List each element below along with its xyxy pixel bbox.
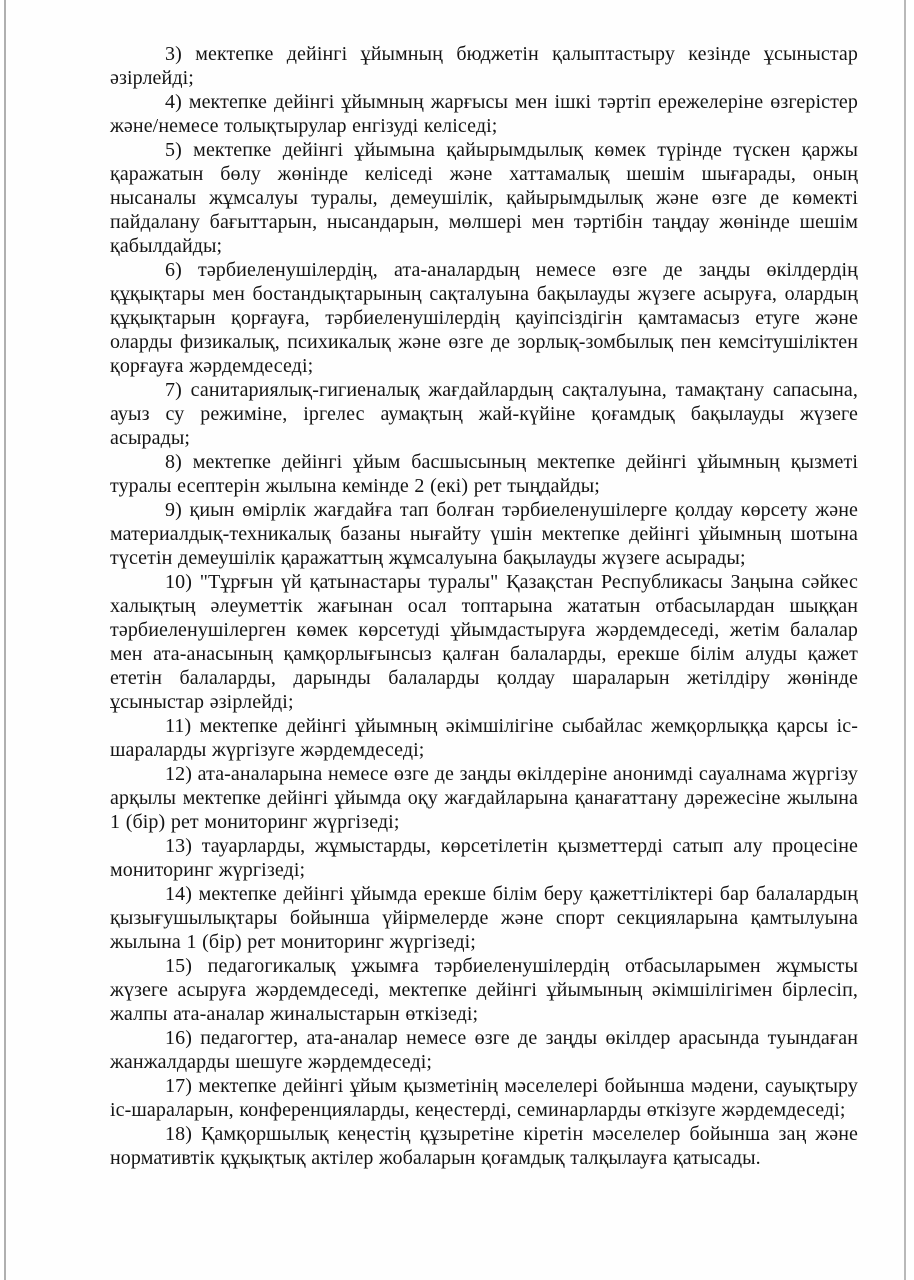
list-item-15: 15) педагогикалық ұжымға тәрбиеленушілердің отбасыларымен жұмысты жүзеге асыруға жәрдемдеседі, мектепке дейінгі ұйымының әкімшілігімен бірлесіп, жалпы ата-аналар жиналыстарын өткізеді; — [110, 955, 858, 1025]
list-item-9: 9) қиын өмірлік жағдайға тап болған тәрбиеленушілерге қолдау көрсету және материалдық-техникалық базаны нығайту үшін мектепке дейінгі ұйымның шотына түсетін демеушілік қаражаттың жұмсалуына бақылауды жүзеге асырады; — [110, 499, 858, 569]
list-item-6: 6) тәрбиеленушілердің, ата-аналардың немесе өзге де заңды өкілдердің құқықтары мен бостандықтарының сақталуына бақылауды жүзеге асыруға, олардың құқықтарын қорғауға, тәрбиеленушілердің қауіпсіздігін қамтамасыз етуге және оларды физикалық, психикалық және өзге де зорлық-зомбылық пен кемсітушіліктен қорғауға жәрдемдеседі; — [110, 259, 858, 377]
list-item-18: 18) Қамқоршылық кеңестің құзыретіне кіретін мәселелер бойынша заң және нормативтік құқықтық актілер жобаларын қоғамдық талқылауға қатысады. — [110, 1123, 858, 1169]
document-page — [4, 0, 906, 1280]
list-item-17: 17) мектепке дейінгі ұйым қызметінің мәселелері бойынша мәдени, сауықтыру іс-шараларын, конференцияларды, кеңестерді, семинарларды өткізуге жәрдемдеседі; — [110, 1075, 858, 1121]
list-item-5: 5) мектепке дейінгі ұйымына қайырымдылық көмек түрінде түскен қаржы қаражатын бөлу жөнінде келіседі және хаттамалық шешім шығарады, оның нысаналы жұмсалуы туралы, демеушілік, қайырымдылық және өзге де көмекті пайдалану бағыттарын, нысандарын, мөлшері мен тәртібін таңдау жөнінде шешім қабылдайды; — [110, 139, 858, 257]
list-item-16: 16) педагогтер, ата-аналар немесе өзге де заңды өкілдер арасында туындаған жанжалдарды шешуге жәрдемдеседі; — [110, 1027, 858, 1073]
list-item-10: 10) "Тұрғын үй қатынастары туралы" Қазақстан Республикасы Заңына сәйкес халықтың әлеуметтік жағынан осал топтарына жататын отбасылардан шыққан тәрбиеленушілерген көмек көрсетуді ұйымдастыруға жәрдемдеседі, жетім балалар мен ата-анасының қамқорлығынсыз қалған балаларды, ерекше білім алуды қажет ететін балаларды, дарынды балаларды қолдау шараларын жетілдіру жөнінде ұсыныстар әзірлейді; — [110, 571, 858, 713]
list-item-13: 13) тауарларды, жұмыстарды, көрсетілетін қызметтерді сатып алу процесіне мониторинг жүргізеді; — [110, 835, 858, 881]
list-item-3: 3) мектепке дейінгі ұйымның бюджетін қалыптастыру кезінде ұсыныстар әзірлейді; — [110, 43, 858, 89]
list-item-12: 12) ата-аналарына немесе өзге де заңды өкілдеріне анонимді сауалнама жүргізу арқылы мектепке дейінгі ұйымда оқу жағдайларына қанағаттану дәрежесіне жылына 1 (бір) рет мониторинг жүргізеді; — [110, 763, 858, 833]
list-item-14: 14) мектепке дейінгі ұйымда ерекше білім беру қажеттіліктері бар балалардың қызығушылықтары бойынша үйірмелерде және спорт секцияларына қамтылуына жылына 1 (бір) рет мониторинг жүргізеді; — [110, 883, 858, 953]
list-item-4: 4) мектепке дейінгі ұйымның жарғысы мен ішкі тәртіп ережелеріне өзгерістер және/немесе толықтырулар енгізуді келіседі; — [110, 91, 858, 137]
list-item-8: 8) мектепке дейінгі ұйым басшысының мектепке дейінгі ұйымның қызметі туралы есептерін жылына кемінде 2 (екі) рет тыңдайды; — [110, 451, 858, 497]
document-text-block — [110, 0, 858, 1170]
list-item-11: 11) мектепке дейінгі ұйымның әкімшілігіне сыбайлас жемқорлыққа қарсы іс-шараларды жүргізуге жәрдемдеседі; — [110, 715, 858, 761]
list-item-7: 7) санитариялық-гигиеналық жағдайлардың сақталуына, тамақтану сапасына, ауыз су режиміне, іргелес аумақтың жай-күйіне қоғамдық бақылауды жүзеге асырады; — [110, 379, 858, 449]
